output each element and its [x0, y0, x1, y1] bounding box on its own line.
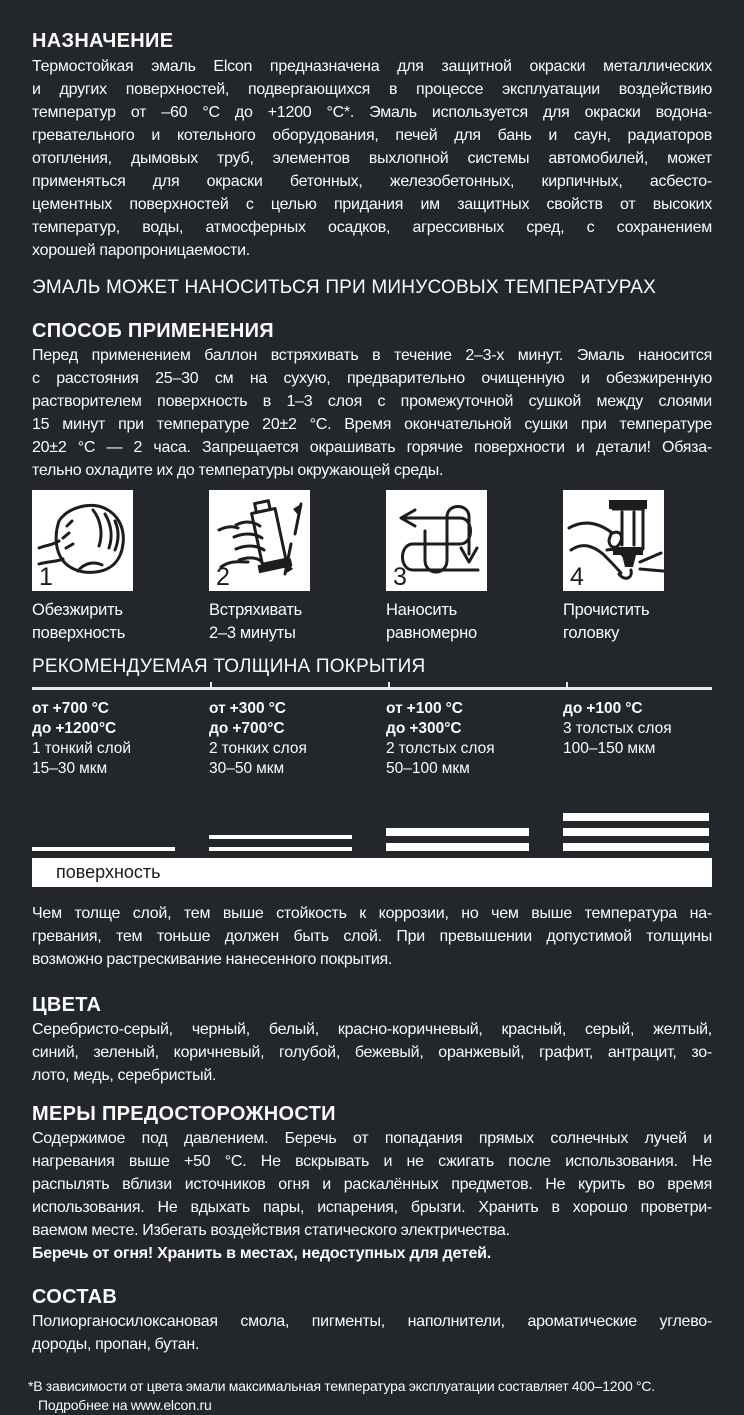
thickness-table: [32, 699, 712, 851]
layer-info: 1 тонкий слой 15–30 мкм: [32, 740, 132, 777]
safety-warning: Беречь от огня! Хранить в местах, недоступных для детей.: [32, 1245, 491, 1262]
layer-info: 2 толстых слоя 50–100 мкм: [386, 740, 495, 777]
step-label-2: Встряхивать 2–3 минуты: [209, 601, 303, 642]
instruction-steps: [32, 490, 712, 591]
layer-info: 2 тонких слоя 30–50 мкм: [209, 740, 307, 777]
purpose-paragraph: Термостойкая эмаль Elcon предназначена для защитной окраски металлических и других поверхностей, подвергающихся в процессе эксплуатации воздействию температур от –60 °C до +1200 °C*. Эмаль используется для окраски водона- гревательного и котельного оборудования, печей для бань и саун, радиаторов отопления, дымовых труб, элементов выхлопной системы автомобилей, может применяться для окраски бетонных, железобетонных, кирпичных, асбесто- цементных поверхностей с целью придания им защитных свойств от высоких температур, воды, атмосферных осадков, агрессивных сред, с сохранением хорошей паропроницаемости.: [32, 58, 712, 259]
thickness-table-rule: [32, 687, 712, 690]
thickness-column-4: [563, 699, 712, 851]
step-number-4: 4: [570, 563, 584, 591]
step-number-3: 3: [393, 563, 407, 591]
application-paragraph: Перед применением баллон встряхивать в течение 2–3-х минут. Эмаль наносится с расстояния 25–30 см на сухую, предварительно очищенную и обезжиренную растворителем поверхность в 1–3 слоя с промежуточной сушкой между слоями 15 минут при температуре 20±2 °C. Время окончательной сушки при температуре 20±2 °C — 2 часа. Запрещается окрашивать горячие поверхности и детали! Обяза- тельно охладите их до температуры окружающей среды.: [32, 347, 712, 479]
step-card-3: [386, 490, 487, 591]
thickness-column-2: [209, 699, 386, 851]
step-label-4: Прочистить головку: [563, 601, 650, 642]
colors-title: ЦВЕТА: [32, 994, 102, 1016]
composition-title: СОСТАВ: [32, 1286, 118, 1308]
rule-tick: [388, 682, 390, 687]
minus-temperature-banner: ЭМАЛЬ МОЖЕТ НАНОСИТЬСЯ ПРИ МИНУСОВЫХ ТЕМПЕРАТУРАХ: [32, 277, 657, 298]
thickness-note-paragraph: Чем толще слой, тем выше стойкость к коррозии, но чем выше температура на- гревания, тем тоньше должен быть слой. При превышении допустимой толщины возможно растрескивание нанесенного покрытия.: [32, 905, 712, 968]
temp-range: до +100 °C: [563, 700, 643, 717]
surface-bar: поверхность: [32, 858, 712, 887]
step-labels: [32, 599, 712, 645]
step-card-1: [32, 490, 133, 591]
thickness-column-1: [32, 699, 209, 851]
step-card-2: [209, 490, 310, 591]
temp-range: от +100 °C до +300°C: [386, 700, 463, 737]
thickness-column-3: [386, 699, 563, 851]
purpose-title: НАЗНАЧЕНИЕ: [32, 30, 174, 52]
application-title: СПОСОБ ПРИМЕНЕНИЯ: [32, 320, 274, 342]
thickness-title: РЕКОМЕНДУЕМАЯ ТОЛЩИНА ПОКРЫТИЯ: [32, 656, 426, 677]
section-application: [32, 320, 712, 482]
step-label-1: Обезжирить поверхность: [32, 601, 126, 642]
layer-info: 3 толстых слоя 100–150 мкм: [563, 720, 672, 757]
layer-bars: [563, 759, 712, 851]
colors-paragraph: Серебристо-серый, черный, белый, красно-коричневый, красный, серый, желтый, синий, зеленый, коричневый, голубой, бежевый, оранжевый, графит, антрацит, зо- лото, медь, серебристый.: [32, 1021, 712, 1084]
section-safety: [32, 1103, 712, 1265]
rule-tick: [210, 682, 212, 687]
temp-range: от +300 °C до +700°C: [209, 700, 286, 737]
footnote: *В зависимости от цвета эмали максимальная температура эксплуатации составляет 400–1200 °C. Подробнее на www.elcon.ru: [28, 1378, 655, 1413]
layer-bars: [386, 779, 563, 851]
step-number-2: 2: [216, 563, 230, 591]
section-colors: [32, 994, 712, 1087]
step-card-4: [563, 490, 664, 591]
layer-bars: [32, 779, 209, 851]
step-label-3: Наносить равномерно: [386, 601, 477, 642]
layer-bars: [209, 779, 386, 851]
temp-range: от +700 °C до +1200°C: [32, 700, 117, 737]
safety-title: МЕРЫ ПРЕДОСТОРОЖНОСТИ: [32, 1103, 336, 1125]
composition-paragraph: Полиорганосилоксановая смола, пигменты, наполнители, ароматические углево- дороды, пропан, бутан.: [32, 1313, 712, 1353]
section-purpose: [32, 30, 712, 262]
section-composition: [32, 1286, 712, 1356]
rule-tick: [566, 682, 568, 687]
safety-paragraph: Содержимое под давлением. Беречь от попадания прямых солнечных лучей и нагревания выше +50 °C. Не вскрывать и не сжигать после использования. Не распылять вблизи источников огня и раскалённых предметов. Не курить во время использования. Не вдыхать пары, испарения, брызги. Хранить в хорошо проветри- ваемом месте. Избегать воздействия статического электричества.: [32, 1130, 712, 1239]
step-number-1: 1: [39, 563, 53, 591]
